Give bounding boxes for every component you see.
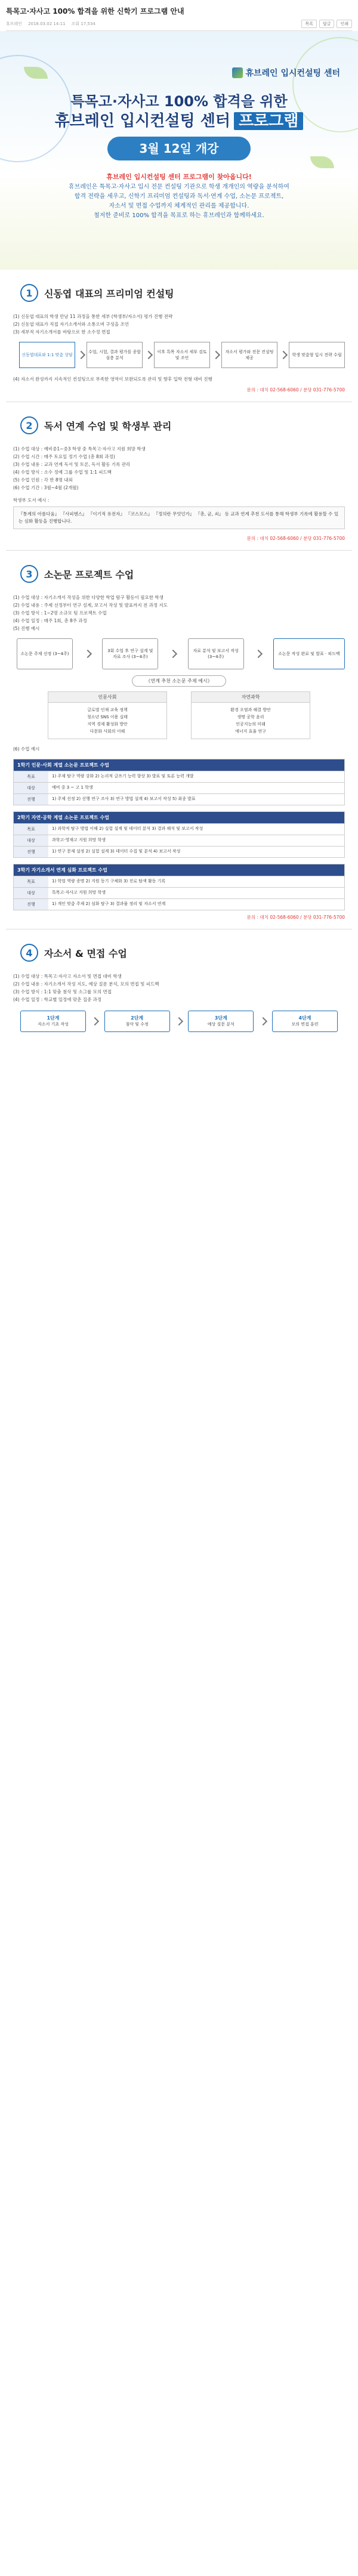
body-line: (6) 수업 기간 : 3월~4월 (2개월) [13, 485, 79, 490]
topic-item: 다문화 사회의 이해 [90, 729, 125, 734]
section-number: 4 [20, 944, 38, 962]
case-head: 3학기 자기소개서 연계 심화 프로젝트 수업 [14, 864, 344, 876]
note-box: 『통계의 아름다움』 『사피엔스』 『이기적 유전자』 『코스모스』 『정의란 무엇인가』 『총, 균, 쇠』 등 교과 연계 추천 도서를 통해 학생부 기록에 활용할 수 있는 심화 활동을 진행합니다. [13, 506, 345, 529]
body-line: (2) 수업 시간 : 매주 토요일 정기 수업 (총 8회 과정) [13, 454, 115, 459]
contact-info: 문의 : 대치 02-568-6060 / 분당 031-776-5700 [246, 387, 345, 393]
case-label: 대상 [14, 783, 48, 793]
topic-item: 인공지능의 미래 [236, 722, 266, 727]
flow-step: 3회 수업 후 연구 설계 및 자료 조사 (3~4주) [102, 638, 158, 669]
case-table [13, 759, 345, 805]
body-line: (2) 신동엽 대표가 직접 자기소개서와 소통으며 구성을 조언 [13, 322, 129, 327]
post-date: 2018.03.02 14:11 [28, 21, 66, 26]
contact-info: 문의 : 대치 02-568-6060 / 분당 031-776-5700 [246, 915, 345, 920]
body-line: (1) 수업 대상 : 예비중1~중3 학생 중 특목고·자사고 지원 희망 학생 [13, 446, 146, 452]
body-line: (4) 자소서 완성까지 지속적인 컨설팅으로 부족한 영역이 보완되도록 관리 및 향후 입학 전형 대비 진행 [13, 376, 212, 382]
case-label: 진행 [14, 794, 48, 805]
case-value: 1) 연구 문제 설정 2) 실험 설계 3) 데이터 수집 및 분석 4) 보고서 작성 [52, 849, 181, 854]
case-table [13, 864, 345, 910]
body-line: (5) 진행 예시 [13, 626, 40, 631]
step-desc: 모의 면접 훈련 [291, 1022, 319, 1027]
post-title: 특목고·자사고 100% 합격을 위한 신학기 프로그램 안내 [6, 7, 184, 16]
interview-schedule [20, 1011, 338, 1032]
case-row [14, 846, 344, 857]
hero-desc-line: 철저한 준비로 100% 합격을 목표로 하는 휴브레인과 함께하세요. [94, 212, 264, 219]
case-label: 진행 [14, 899, 48, 910]
case-row [14, 771, 344, 782]
body-line: (3) 세부적 자기소개서를 바탕으로 한 소수정 면접 [13, 329, 110, 335]
section-number: 2 [20, 416, 38, 434]
flow-step: 자소서 평가와 전문 컨설팅 제공 [221, 342, 277, 368]
arrow-right-icon [279, 351, 287, 359]
hero-banner [0, 31, 358, 270]
topic-item: 청소년 SNS 이용 실태 [87, 715, 128, 719]
section-number: 1 [20, 284, 38, 302]
program-badge: 프로그램 [234, 112, 303, 130]
topic-column-head: 인문사회 [48, 691, 167, 703]
body-line: (3) 수업 내용 : 교과 연계 독서 및 토론, 독서 활동 기록 관리 [13, 462, 131, 467]
case-value: 예비 중 3 ~ 고 1 학생 [52, 785, 93, 790]
body-line: (4) 수업 일정 : 매주 1회, 총 8주 과정 [13, 618, 87, 623]
case-value: 1) 과학적 탐구 방법 이해 2) 실험 설계 및 데이터 분석 3) 결과 해석 및 보고서 작성 [52, 826, 203, 831]
case-table [13, 811, 345, 858]
topic-columns [48, 691, 310, 739]
case-row [14, 876, 344, 887]
case-row [14, 782, 344, 793]
body-line: (1) 수업 대상 : 특목고·자사고 자소서 및 면접 대비 학생 [13, 974, 122, 979]
body-line: (1) 신동엽 대표의 학생 만남 11 과정을 통한 세부 (학생부/자소서) 평가 진행 전략 [13, 314, 173, 319]
case-head: 1학기 인문·사회 계열 소논문 프로젝트 수업 [14, 759, 344, 771]
note-title: 학생부 도서 예시 : [13, 498, 50, 503]
topic-examples-title: 《연계 추천 소논문 주제 예시》 [132, 675, 226, 687]
case-value: 1) 주제 탐구 역량 강화 2) 논리적 글쓰기 능력 향상 3) 발표 및 토론 능력 개발 [52, 774, 194, 779]
body-line: (3) 수업 방식 : 1:1 맞춤 첨삭 및 소그룹 모의 면접 [13, 989, 112, 994]
section-premium-consulting [0, 270, 358, 397]
body-line: (3) 수업 방식 : 1~2명 소규모 팀 프로젝트 수업 [13, 610, 107, 616]
step-title: 1단계 [47, 1015, 60, 1021]
case-value: 1) 개인 맞춤 주제 2) 심화 탐구 3) 결과물 정리 및 자소서 연계 [52, 901, 166, 906]
hero-description [18, 183, 340, 221]
hero-headline: 특목고·자사고 100% 합격을 위한 [70, 93, 288, 110]
step-desc: 자소서 기초 작성 [38, 1022, 69, 1027]
step-title: 2단계 [131, 1015, 144, 1021]
case-row [14, 887, 344, 898]
body-line: (2) 수업 내용 : 주제 선정부터 연구 설계, 보고서 작성 및 발표까지 전 과정 지도 [13, 603, 168, 608]
case-value: 과학고·영재고 지원 희망 학생 [52, 838, 106, 842]
brand-logo [232, 67, 340, 79]
page [0, 0, 358, 1043]
schedule-step [272, 1011, 338, 1032]
topic-column-science [191, 691, 310, 739]
print-button[interactable]: 인쇄 [337, 20, 352, 28]
section-title: 신동엽 대표의 프리미엄 컨설팅 [44, 288, 174, 299]
section-title: 자소서 & 면접 수업 [44, 947, 127, 959]
post-meta [6, 20, 352, 31]
project-flow [17, 638, 345, 669]
brand-name: 휴브레인 입시컨설팅 센터 [245, 69, 340, 78]
case-value: 1) 학업 역량 증명 2) 지원 동기 구체화 3) 진로 탐색 활동 기록 [52, 879, 166, 884]
topic-examples [30, 675, 328, 739]
case-row [14, 898, 344, 910]
topic-list [191, 703, 310, 739]
post-header [0, 0, 358, 31]
case-label: 대상 [14, 888, 48, 898]
section-title: 독서 연계 수업 및 학생부 관리 [44, 420, 172, 432]
case-value: 특목고·자사고 지원 희망 학생 [52, 890, 106, 895]
section-heading [20, 565, 352, 583]
topic-column-humanities [48, 691, 167, 739]
step-desc: 예상 질문 분석 [207, 1022, 234, 1027]
hero-desc-line: 합격 전략을 세우고, 신학기 프리미엄 컨설팅과 독서·연계 수업, 소논문 프로젝트, [74, 193, 284, 200]
section-title: 소논문 프로젝트 수업 [44, 569, 134, 580]
step-desc: 첨삭 및 수정 [125, 1022, 149, 1027]
body-line: (4) 수업 일정 : 학교별 일정에 맞춘 집중 과정 [13, 997, 102, 1002]
arrow-right-icon [144, 351, 152, 359]
case-head: 2학기 자연·공학 계열 소논문 프로젝트 수업 [14, 812, 344, 823]
flow-step: 소논문 작성 완료 및 발표 · 피드백 [273, 638, 345, 669]
section-heading [20, 944, 352, 962]
topic-item: 에너지 효율 연구 [235, 729, 266, 734]
author[interactable]: 휴브레인 [6, 21, 23, 26]
case-label: 목표 [14, 876, 48, 887]
start-date-pill: 3월 12일 개강 [107, 137, 251, 160]
arrow-right-icon [175, 1017, 183, 1026]
hero-subheadline [0, 109, 358, 131]
topic-item: 환경 오염과 해결 방안 [230, 708, 271, 712]
case-row [14, 793, 344, 805]
body-line: (5) 수업 인원 : 각 반 8명 내외 [13, 477, 73, 483]
decor-leaf [310, 156, 334, 168]
body-line: (2) 수업 내용 : 자기소개서 작성 지도, 예상 질문 분석, 모의 면접 및 피드백 [13, 981, 159, 987]
arrow-right-icon [259, 1017, 267, 1026]
schedule-step [20, 1011, 86, 1032]
hero-desc-line: 자소서 및 면접 수업까지 체계적인 관리를 제공합니다. [109, 203, 249, 209]
step-title: 4단계 [298, 1015, 311, 1021]
case-label: 대상 [14, 835, 48, 846]
arrow-right-icon [91, 1017, 99, 1026]
topic-item: 생명 공학 윤리 [237, 715, 264, 719]
flow-step: 이후 특목 자소서 세부 검토 및 조언 [154, 342, 210, 368]
arrow-right-icon [169, 650, 177, 658]
list-button[interactable]: 목록 [301, 20, 317, 28]
schedule-step [104, 1011, 170, 1032]
logo-icon [232, 67, 243, 78]
flow-step: 학생 맞춤형 입시 전략 수립 [289, 342, 345, 368]
arrow-right-icon [211, 351, 220, 359]
reply-button[interactable]: 답글 [319, 20, 335, 28]
body-line: (4) 수업 방식 : 소수 정예 그룹 수업 및 1:1 피드백 [13, 470, 112, 475]
arrow-right-icon [76, 351, 85, 359]
hero-highlight: 휴브레인 입시컨설팅 센터 프로그램이 찾아옵니다! [106, 173, 252, 181]
flow-step: 신동엽대표와 1:1 맞춤 상담 [19, 342, 75, 368]
case-value: 1) 주제 선정 2) 선행 연구 조사 3) 연구 방법 설계 4) 보고서 작성 5) 최종 발표 [52, 796, 196, 801]
case-row [14, 835, 344, 846]
section-heading [20, 416, 352, 434]
section-number: 3 [20, 565, 38, 583]
case-label: 목표 [14, 824, 48, 835]
contact-info: 문의 : 대치 02-568-6060 / 분당 031-776-5700 [246, 536, 345, 541]
body-line: (1) 수업 대상 : 자기소개서 작성을 위한 다양한 학업 탐구 활동이 필요한 학생 [13, 595, 163, 600]
case-label: 목표 [14, 771, 48, 782]
case-row [14, 823, 344, 835]
section-interview-class [0, 929, 358, 1032]
case-label: 진행 [14, 847, 48, 857]
body-line: (6) 수업 예시 [13, 746, 40, 752]
arrow-right-icon [84, 650, 92, 658]
section-reading-class [0, 402, 358, 545]
flow-step: 소논문 주제 선정 (3~4주) [17, 638, 73, 669]
section-heading [20, 284, 352, 302]
topic-column-head: 자연과학 [191, 691, 310, 703]
step-title: 3단계 [214, 1015, 227, 1021]
consulting-flow [19, 342, 345, 368]
topic-list [48, 703, 167, 739]
topic-item: 글로벌 인재 교육 정책 [87, 708, 128, 712]
flow-step: 자료 분석 및 보고서 작성 (3~4주) [188, 638, 244, 669]
topic-item: 지역 경제 활성화 방안 [87, 722, 128, 727]
view-count: 조회 17,534 [71, 21, 95, 26]
schedule-step [188, 1011, 254, 1032]
section-thesis-project [0, 551, 358, 924]
hero-desc-line: 휴브레인은 특목고·자사고 입시 전문 컨설팅 기관으로 학생 개개인의 역량을 분석하여 [69, 184, 289, 190]
flow-step: 수업, 시험, 결과 평가를 종합 심층 분석 [87, 342, 143, 368]
hero-subheadline-text: 휴브레인 입시컨설팅 센터 [54, 112, 230, 130]
arrow-right-icon [254, 650, 263, 658]
